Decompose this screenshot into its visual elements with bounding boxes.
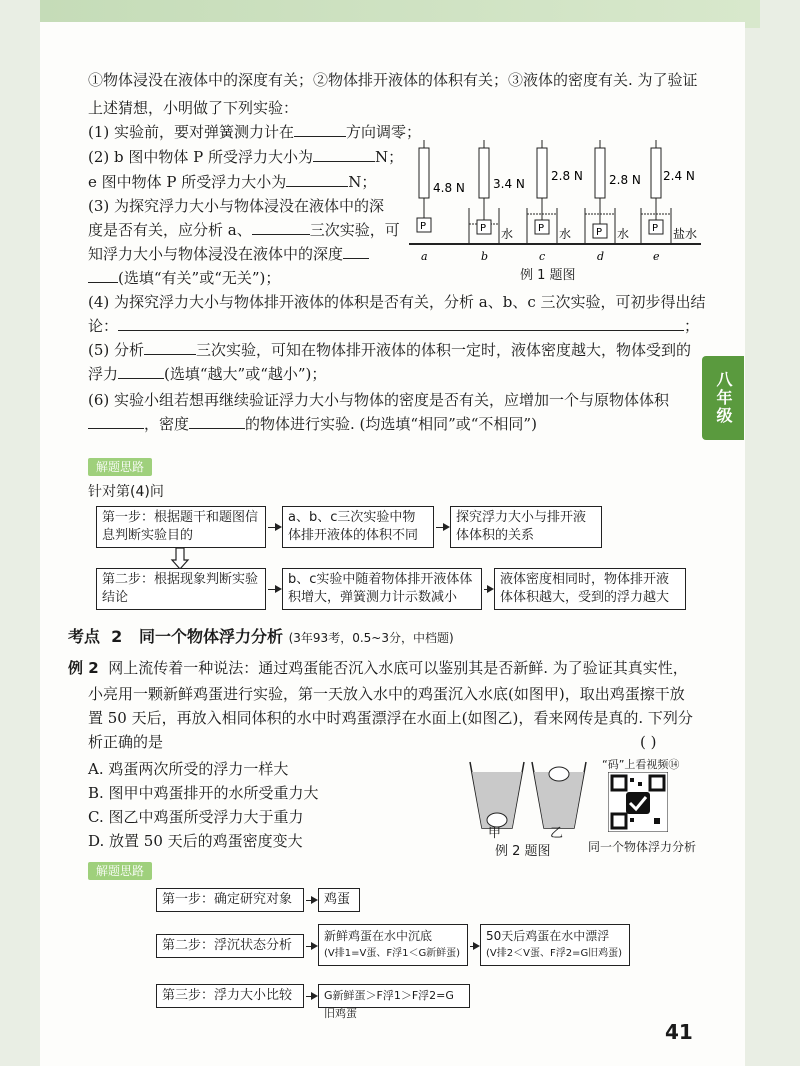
answer-blank[interactable] [313,147,375,162]
option-c[interactable]: C. 图乙中鸡蛋所受浮力大于重力 [88,808,304,826]
option-d[interactable]: D. 放置 50 天后的鸡蛋密度变大 [88,832,303,850]
reading-c: 2.8 N [551,169,583,183]
flow1-step2-result: 液体密度相同时，物体排开液体体积越大，受到的浮力越大 [494,568,686,610]
liquid-b: 水 [501,227,514,241]
flow2-arrow [306,946,316,947]
option-b[interactable]: B. 图甲中鸡蛋排开的水所受重力大 [88,784,319,802]
flow1-arrow [436,527,448,528]
flow1-step1: 第一步：根据题干和题图信息判断实验目的 [96,506,266,548]
fig-label-jia: 甲 [488,826,502,841]
flow2-step1: 第一步：确定研究对象 [156,888,304,912]
answer-blank[interactable] [343,244,369,259]
q1-part3-line3: 知浮力大小与物体浸没在液体中的深度 [88,244,369,264]
section-heading: 考点 2 同一个物体浮力分析 (3年93考，0.5~3分，中档题) [68,627,454,646]
flow2-step3-result: G新鲜蛋＞F浮1＞F浮2=G旧鸡蛋 [318,984,470,1008]
liquid-c: 水 [559,227,572,241]
liquid-d: 水 [617,227,630,241]
flow2-arrow [470,946,478,947]
flow2-step2-result: 50天后鸡蛋在水中漂浮 (V排2＜V蛋、F浮2=G旧鸡蛋) [480,924,630,966]
q1-part6-line1: (6) 实验小组若想再继续验证浮力大小与物体的密度是否有关，应增加一个与原物体体积 [88,391,670,409]
answer-blank[interactable] [88,268,118,283]
answer-blank[interactable] [252,220,310,235]
flow1-step2-mid: b、c实验中随着物体排开液体体积增大，弹簧测力计示数减小 [282,568,482,610]
qr-code-icon[interactable] [608,772,668,832]
solution-tag: 解题思路 [88,862,152,880]
q1-intro-line-1: ①物体浸没在液体中的深度有关；②物体排开液体的体积有关；③液体的密度有关. 为了验证 [88,71,698,89]
for-part4-label: 针对第(4)问 [88,484,164,500]
reading-e: 2.4 N [663,169,695,183]
flow1-arrow [484,589,492,590]
q1-part4-line2: 论： ； [88,317,700,335]
ex2-line1: 例 2 网上流传着一种说法：通过鸡蛋能否沉入水底可以鉴别其是否新鲜. 为了验证其真实性， [68,659,688,677]
ex2-line2: 小亮用一颗新鲜鸡蛋进行实验，第一天放入水中的鸡蛋沉入水底(如图甲)，取出鸡蛋擦干放 [88,685,685,703]
q1-part6-line2: ，密度 的物体进行实验. (均选填“相同”或“不相同”) [88,414,537,434]
q1-part4-line1: (4) 为探究浮力大小与物体排开液体的体积是否有关，分析 a、b、c 三次实验，可初步得出结 [88,293,706,311]
flow1-step2: 第二步：根据现象判断实验结论 [96,568,266,610]
q1-part5-line2: 浮力 (选填“越大”或“越小”)； [88,365,327,383]
answer-blank[interactable] [88,414,144,429]
letter-b: b [481,250,489,263]
flow1-step1-result: 探究浮力大小与排开液体体积的关系 [450,506,602,548]
flow2-step2: 第二步：浮沉状态分析 [156,934,304,958]
example1-figure [405,140,705,280]
reading-d: 2.8 N [609,173,641,187]
solution-tag: 解题思路 [88,458,152,476]
q1-part3-line1: (3) 为探究浮力大小与物体浸没在液体中的深 [88,197,385,215]
reading-a: 4.8 N [433,181,465,195]
option-a[interactable]: A. 鸡蛋两次所受的浮力一样大 [88,760,289,778]
down-arrow-icon [170,548,190,570]
answer-blank[interactable] [144,340,196,355]
liquid-e: 盐水 [673,227,698,241]
example2-caption: 例 2 题图 [495,844,551,859]
flow2-step2-mid: 新鲜鸡蛋在水中沉底 (V排1=V蛋、F浮1＜G新鲜蛋) [318,924,468,966]
q1-part5-line1: (5) 分析 三次实验，可知在物体排开液体的体积一定时，液体密度越大，物体受到的 [88,341,692,359]
fig-label-yi: 乙 [550,826,564,841]
flow1-step1-mid: a、b、c三次实验中物体排开液体的体积不同 [282,506,434,548]
q1-part3-line4: (选填“有关”或“无关”)； [88,268,280,288]
object-p-b: P [480,223,487,234]
spring-scale-a [417,140,431,232]
example2-figure [468,756,588,836]
flow1-arrow [268,527,280,528]
qr-caption: 同一个物体浮力分析 [588,840,697,854]
object-p-d: P [596,227,603,238]
answer-blank[interactable] [286,172,348,187]
grade-side-tab: 八年级 [702,356,744,440]
answer-blank[interactable] [189,414,245,429]
q1-part2b: e 图中物体 P 所受浮力大小为 N； [88,173,377,191]
answer-blank[interactable] [118,316,684,331]
reading-b: 3.4 N [493,177,525,191]
flow2-step3: 第三步：浮力大小比较 [156,984,304,1008]
flow2-arrow [306,900,316,901]
object-p-a: P [420,221,427,232]
q1-intro-line-2: 上述猜想，小明做了下列实验： [88,99,299,117]
q1-part1: (1) 实验前，要对弹簧测力计在 方向调零； [88,123,422,141]
letter-e: e [653,250,660,263]
flow2-step1-result: 鸡蛋 [318,888,360,912]
ex2-line3: 置 50 天后，再放入相同体积的水中时鸡蛋漂浮在水面上(如图乙)，看来网传是真的. 下列分 [88,709,693,727]
answer-paren[interactable]: ( ) [640,733,657,751]
answer-blank[interactable] [294,122,346,137]
q1-part2a: (2) b 图中物体 P 所受浮力大小为 N； [88,148,404,166]
flow2-arrow [306,996,316,997]
example1-caption: 例 1 题图 [520,268,576,283]
letter-a: a [421,250,428,263]
flow1-arrow [268,589,280,590]
object-p-e: P [652,223,659,234]
answer-blank[interactable] [118,364,164,379]
ex2-line4: 析正确的是 [88,733,164,751]
letter-d: d [597,250,605,263]
q1-part3-line2: 度是否有关，应分析 a、 三次实验，可 [88,221,400,239]
object-p-c: P [538,223,545,234]
page-number: 41 [665,1020,693,1044]
letter-c: c [539,250,546,263]
qr-header: “码”上看视频⑭ [602,758,680,771]
